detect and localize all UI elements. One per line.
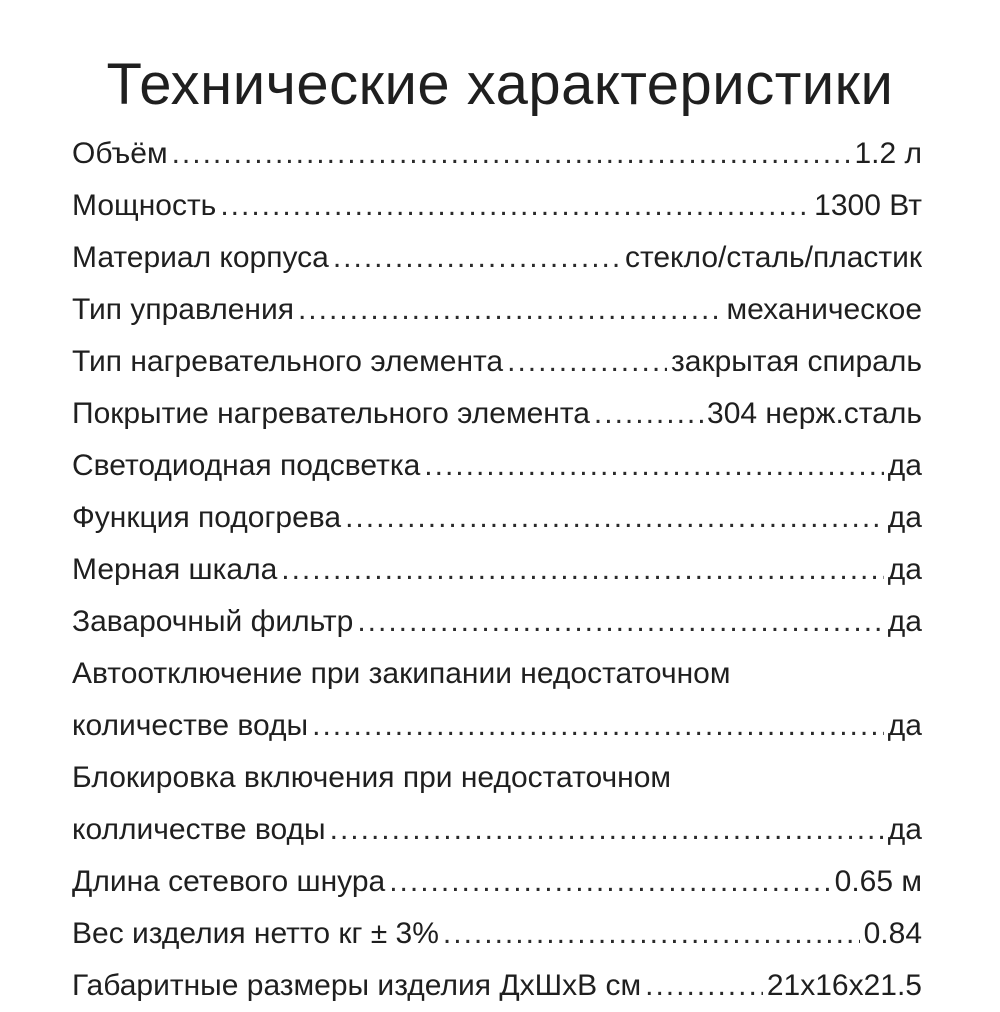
spec-value: да [887, 501, 922, 534]
spec-label: количестве воды [72, 709, 309, 742]
page-title: Технические характеристики [106, 52, 894, 117]
dot-leader [645, 960, 763, 1012]
spec-value: да [887, 553, 922, 586]
spec-label: Тип управления [72, 293, 294, 326]
dot-leader [172, 128, 851, 180]
dot-leader [424, 440, 884, 492]
spec-value: да [887, 605, 922, 638]
spec-row-switch-lock [72, 804, 922, 856]
spec-value: 0.65 м [834, 865, 922, 898]
spec-label: Мерная шкала [72, 553, 278, 586]
dot-leader [298, 284, 723, 336]
dot-leader [357, 596, 883, 648]
spec-label: колличестве воды [72, 813, 326, 846]
spec-label: Объём [72, 137, 168, 170]
dot-leader [594, 388, 703, 440]
spec-label: Покрытие нагревательного элемента [72, 397, 590, 430]
dot-leader [330, 804, 884, 856]
spec-label: Тип нагревательного элемента [72, 345, 504, 378]
dot-leader [345, 492, 884, 544]
dot-leader [443, 908, 860, 960]
spec-label: Автоотключение при закипании недостаточном [72, 657, 731, 690]
dot-leader [220, 180, 810, 232]
spec-value: да [887, 709, 922, 742]
dot-leader [333, 232, 621, 284]
spec-row-body-material [72, 232, 922, 284]
spec-label: Блокировка включения при недостаточном [72, 761, 672, 794]
spec-row-switch-lock-line1 [72, 752, 922, 804]
spec-value: да [887, 449, 922, 482]
spec-value: стекло/сталь/пластик [624, 241, 922, 274]
spec-value: 1300 Вт [814, 189, 922, 222]
spec-row-auto-off-line1 [72, 648, 922, 700]
spec-value: 0.84 [863, 917, 922, 950]
spec-row-measuring-scale [72, 544, 922, 596]
spec-label: Материал корпуса [72, 241, 329, 274]
spec-value: 1.2 л [854, 137, 922, 170]
dot-leader [281, 544, 884, 596]
spec-label: Функция подогрева [72, 501, 342, 534]
dot-leader [389, 856, 830, 908]
spec-value: закрытая спираль [671, 345, 922, 378]
spec-row-led-lighting [72, 440, 922, 492]
spec-value: 304 нерж.сталь [707, 397, 922, 430]
spec-label: Светодиодная подсветка [72, 449, 421, 482]
spec-label: Мощность [72, 189, 217, 222]
spec-row-heating-element-coating [72, 388, 922, 440]
spec-row-keep-warm [72, 492, 922, 544]
spec-row-auto-off [72, 700, 922, 752]
spec-row-cord-length [72, 856, 922, 908]
spec-row-dimensions [72, 960, 922, 1012]
spec-value: 21x16x21.5 [766, 969, 922, 1002]
spec-value: механическое [726, 293, 922, 326]
spec-label: Длина сетевого шнура [72, 865, 386, 898]
spec-label: Габаритные размеры изделия ДхШхВ см [72, 969, 642, 1002]
spec-label: Вес изделия нетто кг ± 3% [72, 917, 439, 950]
spec-row-volume [72, 128, 922, 180]
spec-value: да [887, 813, 922, 846]
spec-row-control-type [72, 284, 922, 336]
spec-row-net-weight [72, 908, 922, 960]
spec-list [72, 128, 922, 1012]
dot-leader [312, 700, 884, 752]
spec-row-brewing-filter [72, 596, 922, 648]
spec-row-power [72, 180, 922, 232]
spec-row-heating-element-type [72, 336, 922, 388]
spec-label: Заварочный фильтр [72, 605, 354, 638]
dot-leader [507, 336, 667, 388]
